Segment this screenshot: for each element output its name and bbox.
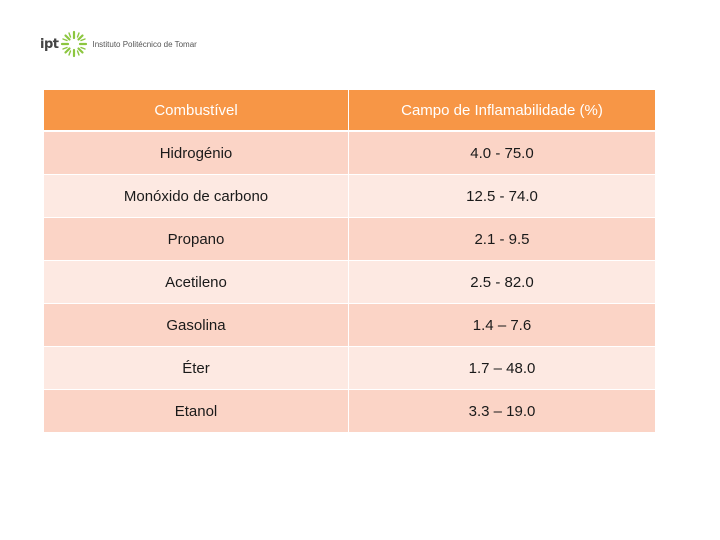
header-fuel: Combustível bbox=[44, 90, 349, 132]
table-row bbox=[44, 175, 656, 218]
cell-fuel: Etanol bbox=[44, 390, 349, 433]
logo-abbr: ipt bbox=[40, 36, 59, 52]
cell-fuel: Propano bbox=[44, 218, 349, 261]
cell-range: 1.4 – 7.6 bbox=[349, 304, 656, 347]
table-row bbox=[44, 304, 656, 347]
cell-range: 2.1 - 9.5 bbox=[349, 218, 656, 261]
cell-range: 4.0 - 75.0 bbox=[349, 131, 656, 175]
institution-logo bbox=[40, 30, 197, 58]
cell-fuel: Éter bbox=[44, 347, 349, 390]
cell-fuel: Hidrogénio bbox=[44, 131, 349, 175]
table-row bbox=[44, 218, 656, 261]
cell-range: 3.3 – 19.0 bbox=[349, 390, 656, 433]
cell-range: 12.5 - 74.0 bbox=[349, 175, 656, 218]
cell-range: 2.5 - 82.0 bbox=[349, 261, 656, 304]
table-row bbox=[44, 390, 656, 433]
cell-fuel: Monóxido de carbono bbox=[44, 175, 349, 218]
cell-fuel: Acetileno bbox=[44, 261, 349, 304]
table-row bbox=[44, 347, 656, 390]
header-flammability-range: Campo de Inflamabilidade (%) bbox=[349, 90, 656, 132]
flammability-table bbox=[43, 89, 656, 433]
table-row bbox=[44, 261, 656, 304]
cell-range: 1.7 – 48.0 bbox=[349, 347, 656, 390]
cell-fuel: Gasolina bbox=[44, 304, 349, 347]
table-row bbox=[44, 131, 656, 175]
logo-institution-name: Instituto Politécnico de Tomar bbox=[92, 39, 197, 49]
table-header-row bbox=[44, 90, 656, 132]
sun-burst-icon bbox=[60, 30, 88, 58]
